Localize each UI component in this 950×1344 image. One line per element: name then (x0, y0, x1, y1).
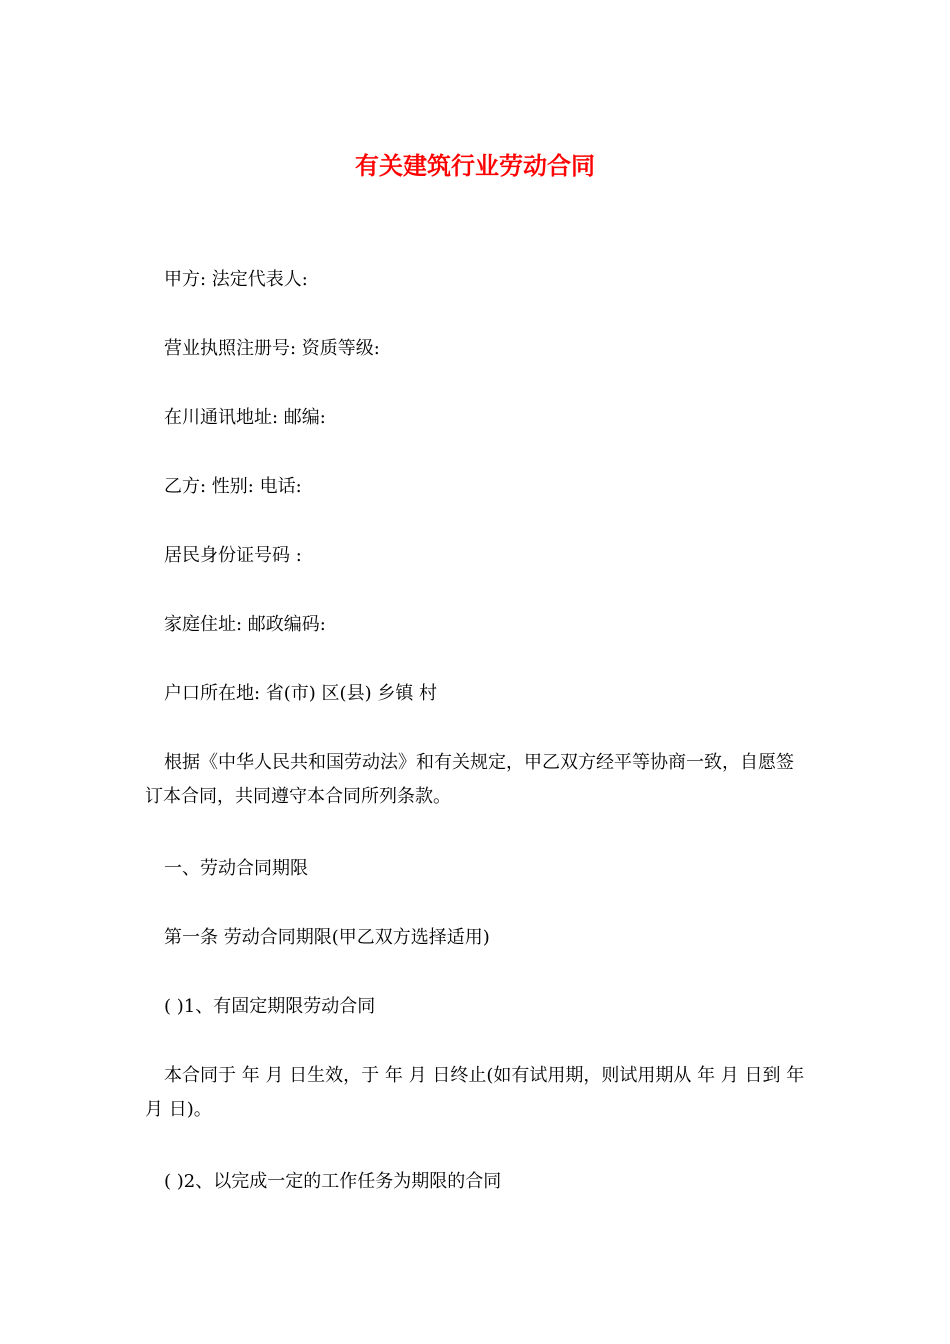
household-registration-line: 户口所在地: 省(市) 区(县) 乡镇 村 (164, 683, 438, 704)
fixed-term-details-paragraph: 本合同于 年 月 日生效，于 年 月 日终止(如有试用期，则试用期从 年 月 日到 年 月 日)。 (145, 1065, 810, 1120)
home-address-line: 家庭住址: 邮政编码: (164, 614, 326, 635)
option-task-based-term: ( )2、以完成一定的工作任务为期限的合同 (164, 1171, 502, 1192)
article-one-heading: 第一条 劳动合同期限(甲乙双方选择适用) (164, 927, 490, 948)
id-number-line: 居民身份证号码 : (164, 545, 302, 566)
party-b-line: 乙方: 性别: 电话: (164, 476, 302, 497)
option-fixed-term: ( )1、有固定期限劳动合同 (164, 996, 376, 1017)
preamble-paragraph: 根据《中华人民共和国劳动法》和有关规定，甲乙双方经平等协商一致，自愿签订本合同，共同遵守本合同所列条款。 (145, 752, 794, 807)
section-heading-contract-term: 一、劳动合同期限 (164, 858, 308, 879)
party-a-line: 甲方: 法定代表人: (164, 269, 308, 290)
business-license-line: 营业执照注册号: 资质等级: (164, 338, 380, 359)
address-line: 在川通讯地址: 邮编: (164, 407, 326, 428)
document-title: 有关建筑行业劳动合同 (355, 152, 595, 180)
